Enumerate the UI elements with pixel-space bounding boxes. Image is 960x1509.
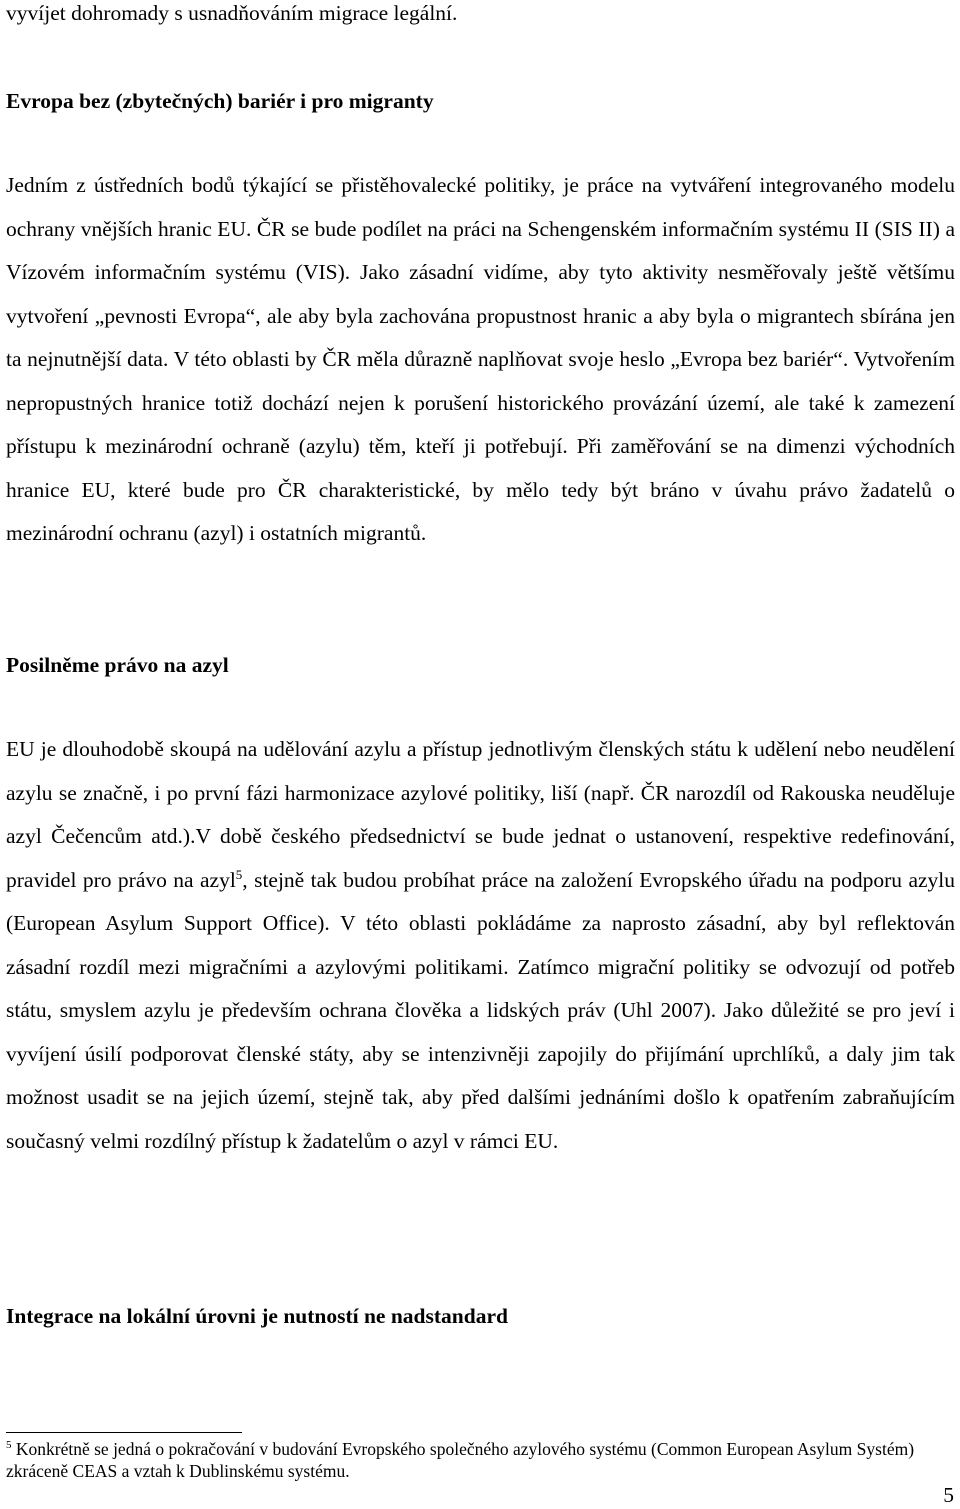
section-heading-europe-without-barriers: Evropa bez (zbytečných) bariér i pro migranty [6, 89, 434, 113]
paragraph-asylum-policy-part2: , stejně tak budou probíhat práce na založení Evropského úřadu na podporu azylu (European Asylum Support Office). V této oblasti pokládáme za naprosto zásadní, aby byl reflektován zásadní rozdíl mezi migračními a azylovými politikami. Zatímco migrační politiky se odvozují od potřeb státu, smyslem azylu je především ochrana člověka a lidských práv (Uhl 2007). Jako důležité se pro jeví i vyvíjení úsilí podporovat členské státy, aby se intenzivněji zapojily do přijímání uprchlíků, a daly jim tak možnost usadit se na jejich území, stejně tak, aby před dalšími jednáními došlo k opatřením zabraňujícím současný velmi rozdílný přístup k žadatelům o azyl v rámci EU. [6, 867, 955, 1153]
footnote-reference[interactable]: 5 [235, 866, 243, 882]
section-heading-local-integration: Integrace na lokální úrovni je nutností ne nadstandard [6, 1304, 508, 1328]
continuation-line: vyvíjet dohromady s usnadňováním migrace legální. [6, 1, 458, 25]
footnote-text: Konkrétně se jedná o pokračování v budování Evropského společného azylového systému (Common European Asylum Systém) zkráceně CEAS a vztah k Dublinskému systému. [6, 1439, 915, 1481]
paragraph-asylum-policy-part1: EU je dlouhodobě skoupá na udělování azylu a přístup jednotlivým členských státu k udělení nebo neudělení azylu se značně, i po první fázi harmonizace azylové politiky, liší (např. ČR narozdíl od Rakouska neuděluje azyl Čečencům atd.).V době českého předsednictví se bude jednat o ustanovení, respektive redefinování, pravidel pro právo na azyl [6, 737, 955, 892]
footnote-number: 5 [6, 1439, 12, 1452]
footnote-separator [6, 1432, 242, 1433]
page-number: 5 [943, 1483, 954, 1507]
section-heading-asylum-right: Posilněme právo na azyl [6, 653, 229, 677]
paragraph-asylum-policy [6, 728, 955, 1163]
paragraph-border-protection: Jedním z ústředních bodů týkající se přistěhovalecké politiky, je práce na vytváření integrovaného modelu ochrany vnějších hranic EU. ČR se bude podílet na práci na Schengenském informačním systému II (SIS II) a Vízovém informačním systému (VIS). Jako zásadní vidíme, aby tyto aktivity nesměřovaly ještě většímu vytvoření „pevnosti Evropa“, ale aby byla zachována propustnost hranic a aby byla o migrantech sbírána jen ta nejnutnější data. V této oblasti by ČR měla důrazně naplňovat svoje heslo „Evropa bez bariér“. Vytvořením nepropustných hranice totiž dochází nejen k porušení historického provázání území, ale také k zamezení přístupu k mezinárodní ochraně (azylu) těm, kteří ji potřebují. Při zaměřování se na dimenzi východních hranice EU, které bude pro ČR charakteristické, by mělo tedy být bráno v úvahu právo žadatelů o mezinárodní ochranu (azyl) i ostatních migrantů. [6, 173, 955, 545]
footnote [6, 1438, 955, 1482]
